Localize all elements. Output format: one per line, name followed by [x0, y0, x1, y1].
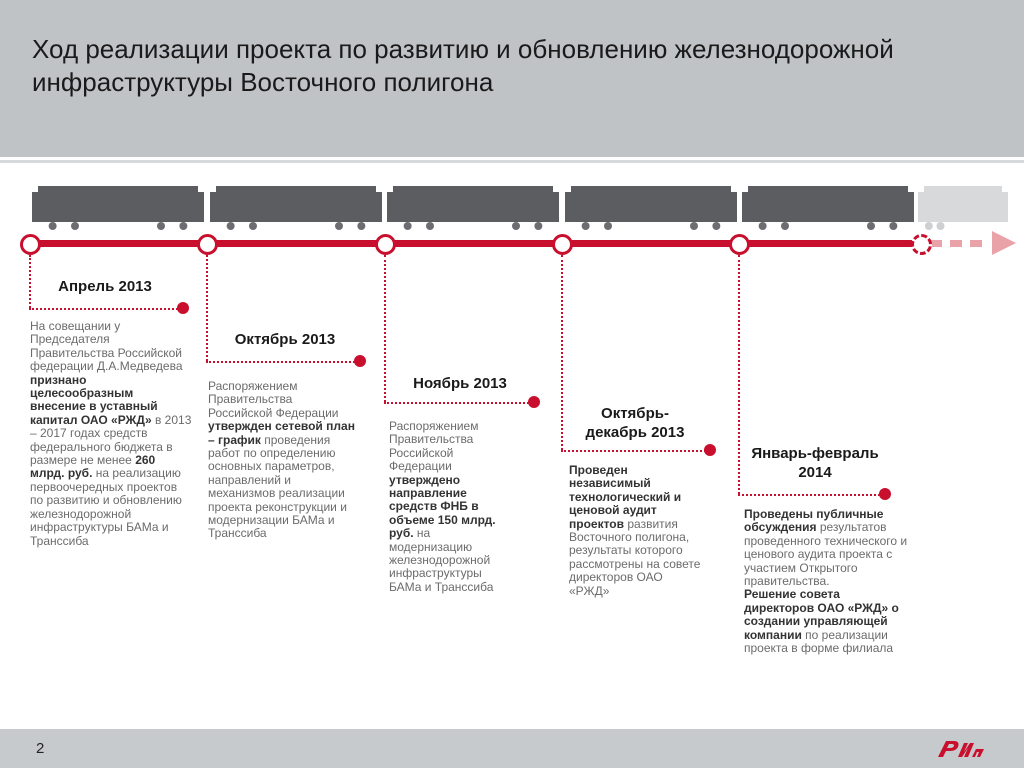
- milestone-description: [208, 380, 358, 541]
- milestone-end-dot: [528, 396, 540, 408]
- description-text: на реализацию первоочередных проектов по развитию и обновлению железнодорожной инфраструктуры БАМа и Транссиба: [30, 466, 182, 548]
- timeline-track: [30, 240, 924, 247]
- milestone-connector: [738, 494, 884, 496]
- description-text: Распоряжением Правительства Российской Федерации: [208, 379, 339, 420]
- description-highlight: Проведены публичные обсуждения: [744, 507, 884, 535]
- description-text: на модернизацию железнодорожной инфраструктуры БАМа и Транссиба: [389, 526, 494, 594]
- train-wagon-icon: [387, 186, 559, 230]
- milestone-description: [30, 320, 192, 548]
- description-text: в 2013 – 2017 годах средств федерального бюджета в размере не менее: [30, 412, 192, 468]
- timeline-dash: [970, 240, 982, 247]
- description-text: результатов проведенного технического и ценового аудита проекта с участием Открытого правительства.: [744, 520, 908, 589]
- description-highlight: Решение совета директоров ОАО «РЖД» о создании управляющей компании: [744, 587, 899, 642]
- milestone-dot: [20, 234, 41, 255]
- milestone-dot: [375, 234, 396, 255]
- description-highlight: Проведен независимый технологический и ценовой аудит проектов: [569, 463, 682, 531]
- description-text: На совещании у Председателя Правительства Российской федерации Д.А.Медведева: [30, 319, 183, 374]
- train-wagon-icon: [565, 186, 737, 230]
- description-text: развития Восточного полигона, результаты которого рассмотрены на совете директоров ОАО «РЖД»: [569, 516, 701, 598]
- description-highlight: утвержден сетевой план – график: [208, 419, 355, 447]
- train-wagon-icon: [742, 186, 914, 230]
- milestone-connector: [384, 255, 386, 402]
- milestone-end-dot: [177, 302, 189, 314]
- footer-bar: [0, 729, 1024, 768]
- milestone-end-dot: [704, 444, 716, 456]
- description-highlight: 260 млрд. руб.: [30, 453, 156, 481]
- description-highlight: утверждено направление средств ФНБ в объеме 150 млрд. руб.: [389, 472, 496, 541]
- header-bar: [0, 0, 1024, 160]
- description-text: Распоряжением Правительства Российской Федерации: [389, 419, 479, 474]
- milestone-label: Апрель 2013: [58, 278, 152, 295]
- milestone-connector: [206, 361, 359, 363]
- description-text: проведения работ по определению основных параметров, направлений и механизмов реализации проекта реконструкции и модернизации БАМа и Транссиба: [208, 432, 347, 541]
- milestone-end-dot: [354, 355, 366, 367]
- milestone-connector: [29, 308, 182, 310]
- milestone-description: [569, 464, 704, 598]
- milestone-connector: [561, 450, 709, 452]
- milestone-connector: [206, 255, 208, 361]
- train-wagon-icon: [918, 186, 1008, 230]
- page-number: 2: [36, 740, 45, 757]
- description-text: по реализации проекта в форме филиала: [744, 627, 894, 656]
- milestone-description: [389, 420, 514, 594]
- milestone-label: Январь-февраль 2014: [751, 445, 879, 481]
- milestone-dot: [729, 234, 750, 255]
- milestone-description: [744, 508, 912, 655]
- milestone-label: Ноябрь 2013: [413, 375, 507, 392]
- milestone-connector: [384, 402, 533, 404]
- milestone-dot: [552, 234, 573, 255]
- timeline-dash: [950, 240, 962, 247]
- train-wagon-icon: [32, 186, 204, 230]
- milestone-dot: [197, 234, 218, 255]
- milestone-label: Октябрь 2013: [234, 331, 336, 348]
- rzd-logo-icon: [934, 737, 986, 761]
- description-highlight: признано целесообразным внесение в уставный капитал ОАО «РЖД»: [30, 372, 158, 427]
- train-wagon-icon: [210, 186, 382, 230]
- milestone-connector: [738, 255, 740, 494]
- milestone-connector: [561, 255, 563, 450]
- milestone-dot-future: [911, 234, 932, 255]
- milestone-end-dot: [879, 488, 891, 500]
- timeline-arrow-icon: [992, 231, 1016, 255]
- train-wagons: [0, 180, 1024, 232]
- milestone-label: Октябрь-декабрь 2013: [585, 405, 685, 441]
- page-title: Ход реализации проекта по развитию и обновлению железнодорожной инфраструктуры Восточного полигона: [32, 34, 894, 97]
